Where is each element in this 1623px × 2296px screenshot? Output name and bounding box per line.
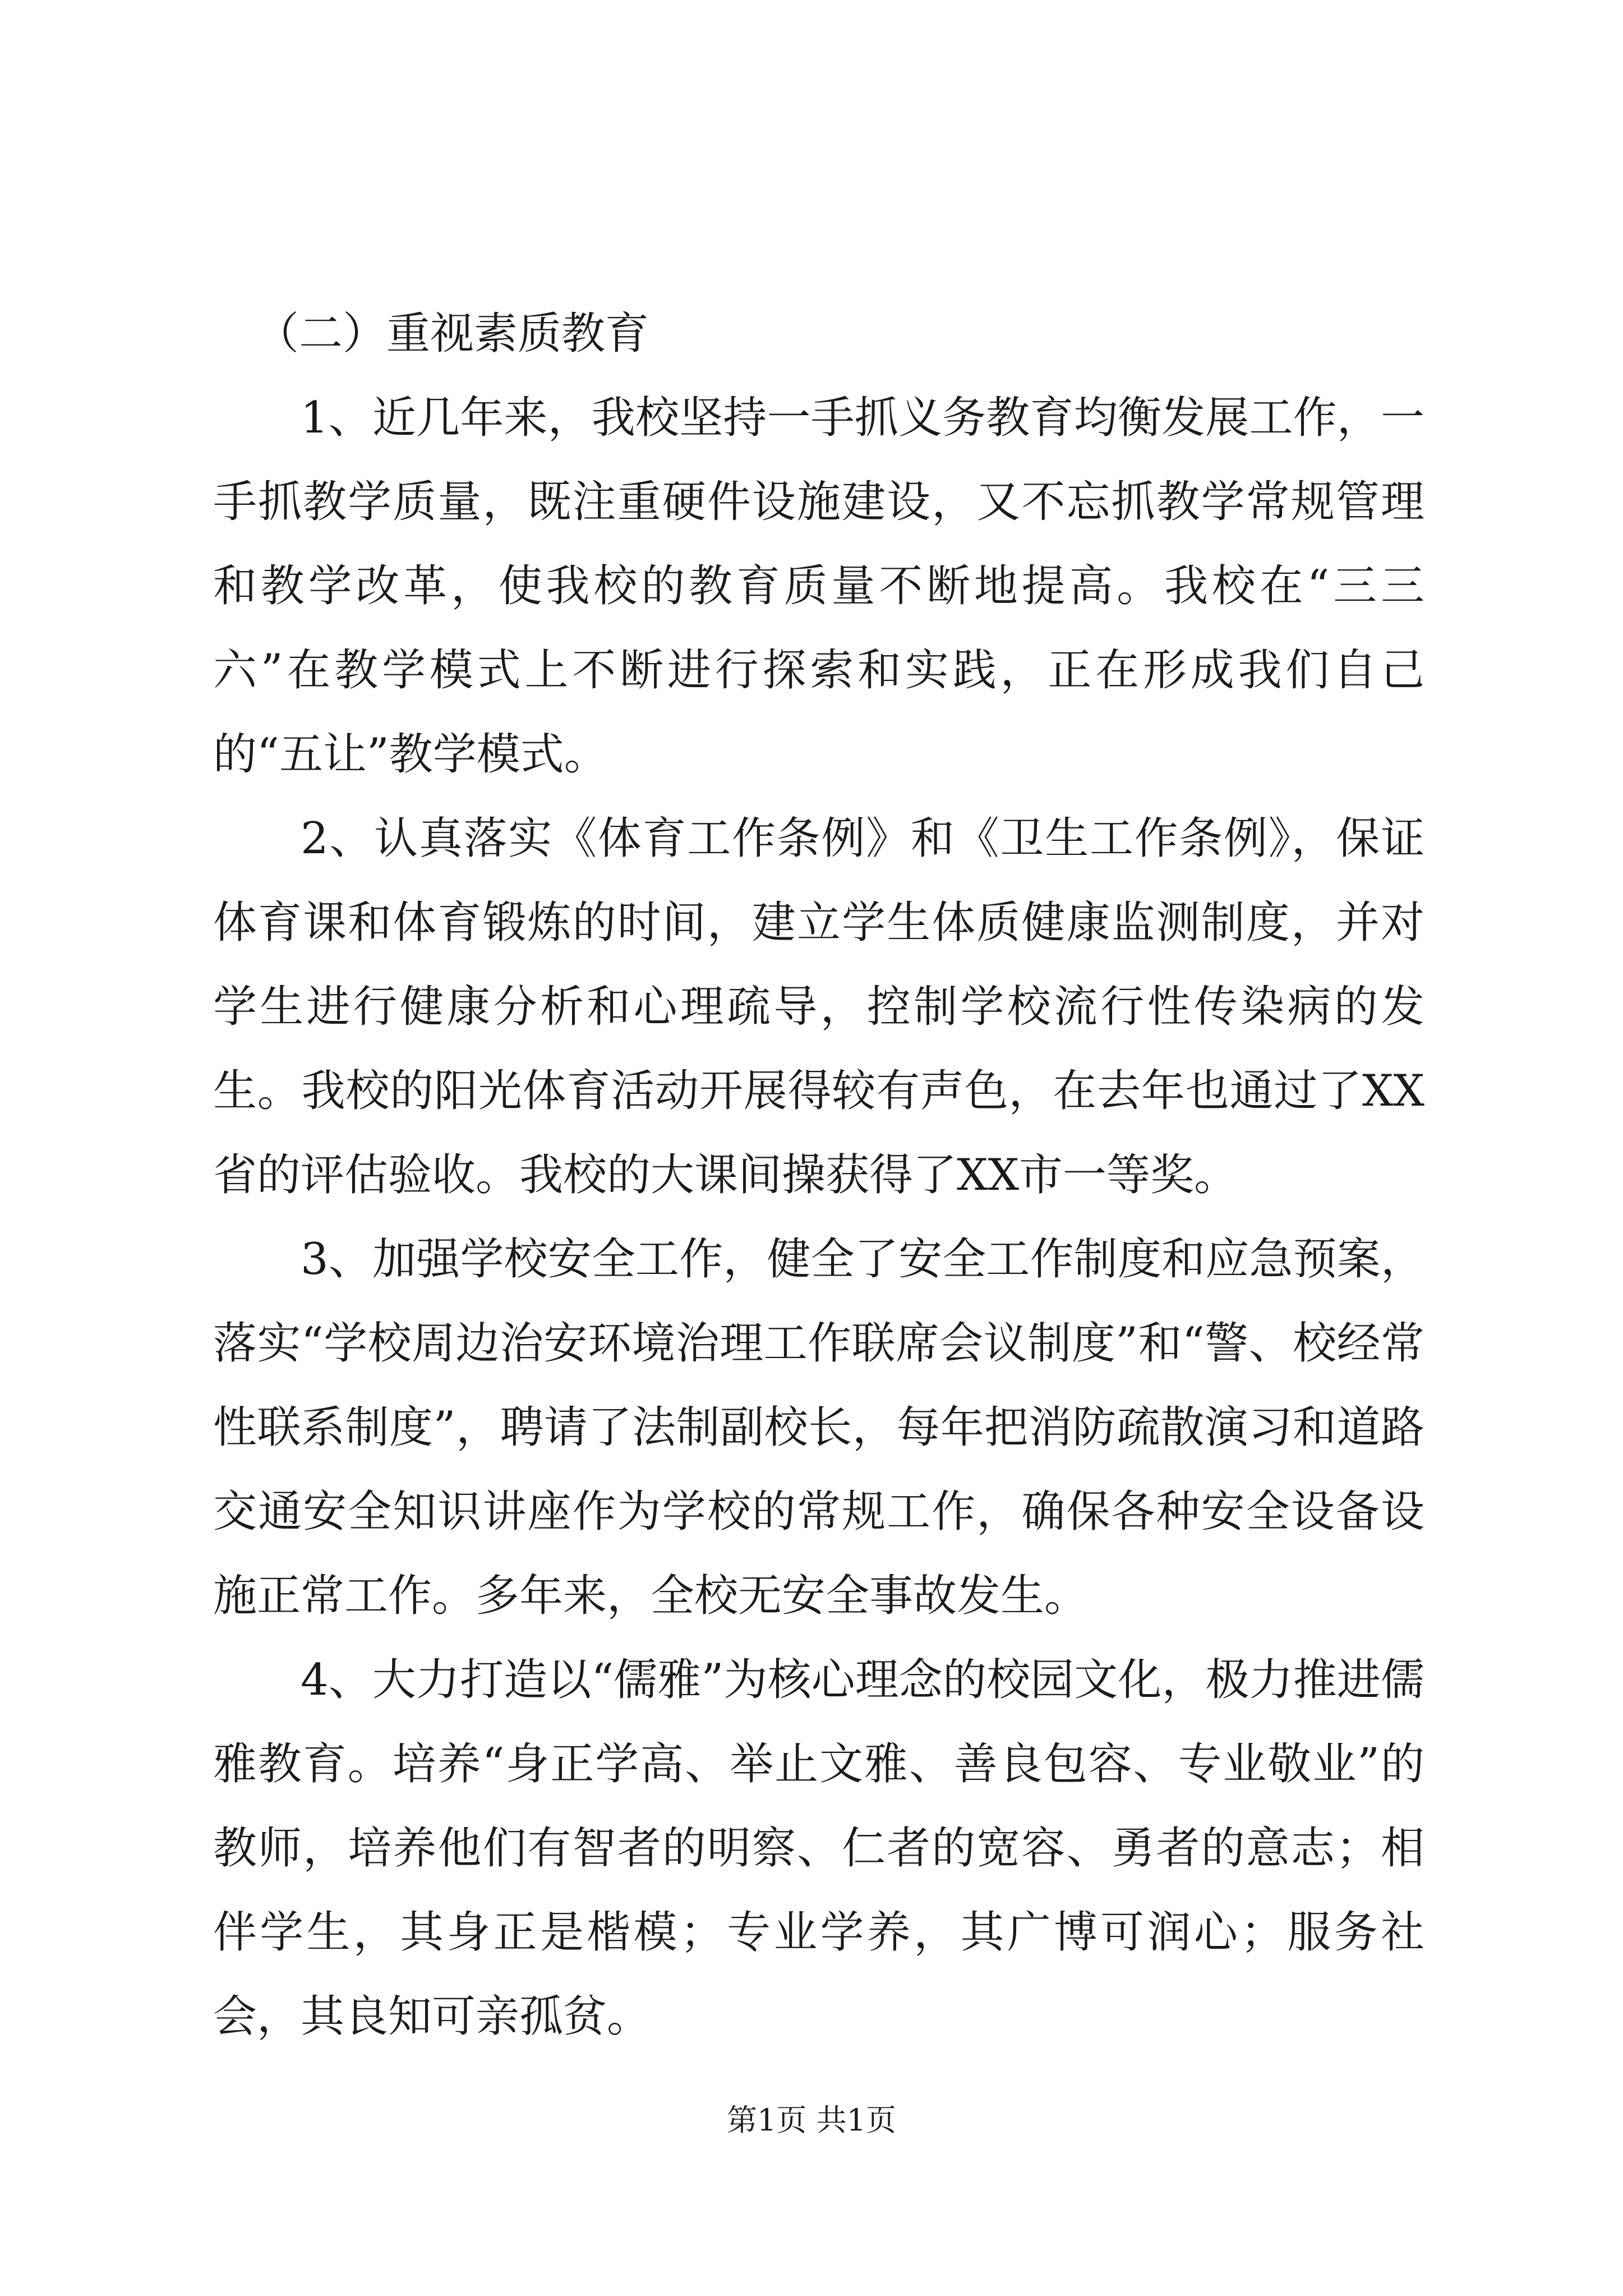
- document-body: [213, 292, 1424, 2059]
- paragraph-1: 1、近几年来，我校坚持一手抓义务教育均衡发展工作，一手抓教学质量，既注重硬件设施建设，又不忘抓教学常规管理和教学改革，使我校的教育质量不断地提高。我校在“三三六”在教学模式上不断进行探索和实践，正在形成我们自己的“五让”教学模式。: [213, 393, 1424, 780]
- page-number-footer: 第1页 共1页: [727, 2102, 896, 2138]
- paragraph-2: 2、认真落实《体育工作条例》和《卫生工作条例》，保证体育课和体育锻炼的时间，建立学生体质健康监测制度，并对学生进行健康分析和心理疏导，控制学校流行性传染病的发生。我校的阳光体育活动开展得较有声色，在去年也通过了XX省的评估验收。我校的大课间操获得了XX市一等奖。: [213, 813, 1424, 1200]
- paragraph-4: 4、大力打造以“儒雅”为核心理念的校园文化，极力推进儒雅教育。培养“身正学高、举止文雅、善良包容、专业敬业”的教师，培养他们有智者的明察、仁者的宽容、勇者的意志；相伴学生，其身正是楷模；专业学养，其广博可润心；服务社会，其良知可亲孤贫。: [213, 1655, 1424, 2042]
- paragraph-3: 3、加强学校安全工作，健全了安全工作制度和应急预案，落实“学校周边治安环境治理工作联席会议制度”和“警、校经常性联系制度”，聘请了法制副校长，每年把消防疏散演习和道路交通安全知识讲座作为学校的常规工作，确保各种安全设备设施正常工作。多年来，全校无安全事故发生。: [213, 1234, 1424, 1621]
- section-heading: （二）重视素质教育: [255, 309, 649, 359]
